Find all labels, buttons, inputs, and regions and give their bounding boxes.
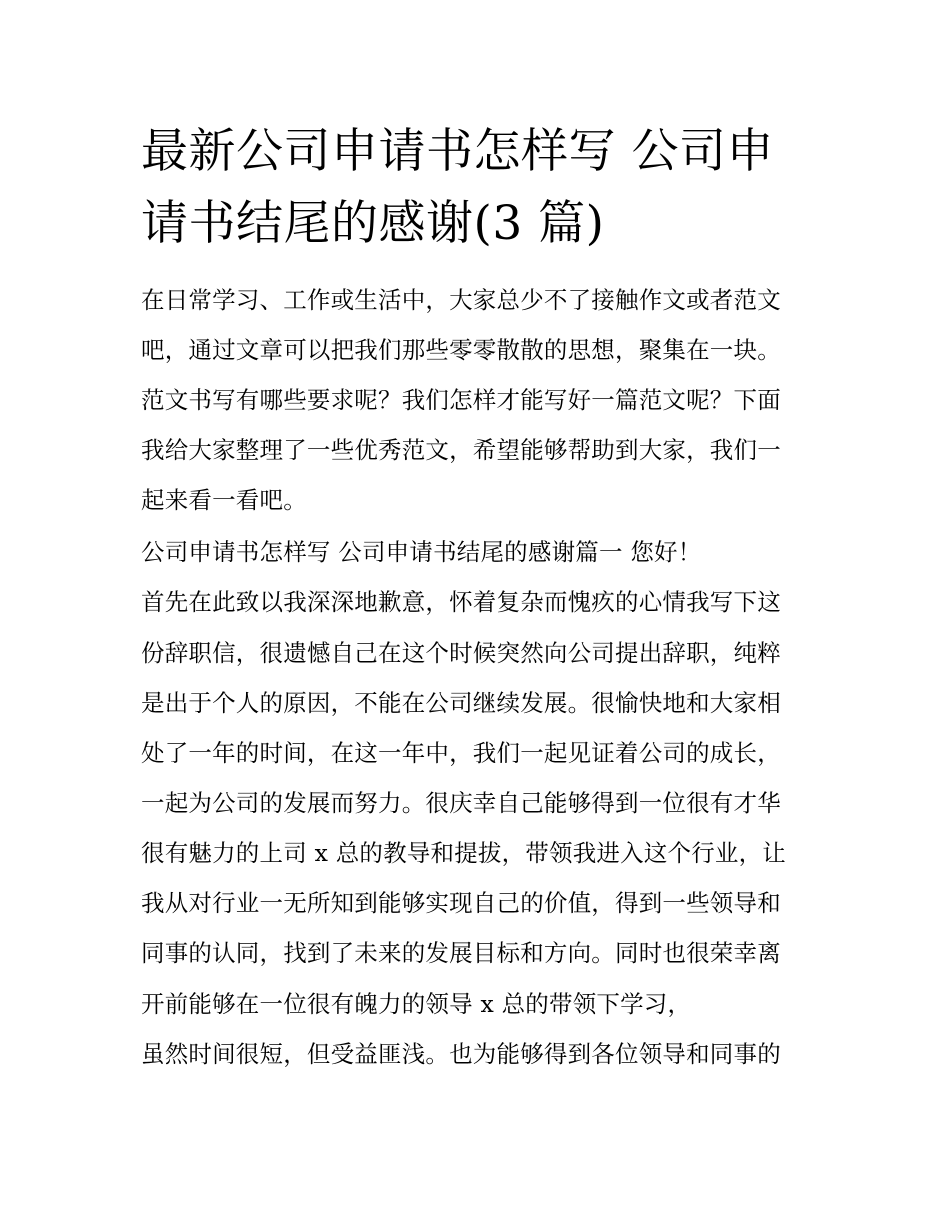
body-line-5: 起来看一看吧。 [141,486,307,514]
body-line-3: 范文书写有哪些要求呢？我们怎样才能写好一篇范文呢？下面 [141,386,781,414]
body-line-16: 虽然时间很短，但受益匪浅。也为能够得到各位领导和同事的 [141,1040,781,1068]
body-line-12: 很有魅力的上司 x 总的教导和提拔，带领我进入这个行业，让 [141,839,786,867]
body-line-8: 份辞职信，很遗憾自己在这个时候突然向公司提出辞职，纯粹 [141,639,781,667]
body-line-13: 我从对行业一无所知到能够实现自己的价值，得到一些领导和 [141,889,781,917]
body-line-4: 我给大家整理了一些优秀范文，希望能够帮助到大家，我们一 [141,436,781,464]
body-line-9: 是出于个人的原因，不能在公司继续发展。很愉快地和大家相 [141,689,781,717]
body-line-11: 一起为公司的发展而努力。很庆幸自己能够得到一位很有才华 [141,789,781,817]
document-title [141,116,821,260]
section-heading-line: 公司申请书怎样写 公司申请书结尾的感谢篇一 您好！ [141,538,702,566]
body-line-15: 开前能够在一位很有魄力的领导 x 总的带领下学习， [141,990,692,1018]
body-line-7: 首先在此致以我深深地歉意，怀着复杂而愧疚的心情我写下这 [141,588,781,616]
body-line-10: 处了一年的时间，在这一年中，我们一起见证着公司的成长， [141,739,781,767]
body-line-14: 同事的认同，找到了未来的发展目标和方向。同时也很荣幸离 [141,939,781,967]
body-line-2: 吧，通过文章可以把我们那些零零散散的思想，聚集在一块。 [141,336,781,364]
document-title-line-1: 最新公司申请书怎样写 公司申 [141,124,774,179]
document-title-line-2: 请书结尾的感谢(3 篇) [141,196,605,251]
body-line-1: 在日常学习、工作或生活中，大家总少不了接触作文或者范文 [141,286,781,314]
